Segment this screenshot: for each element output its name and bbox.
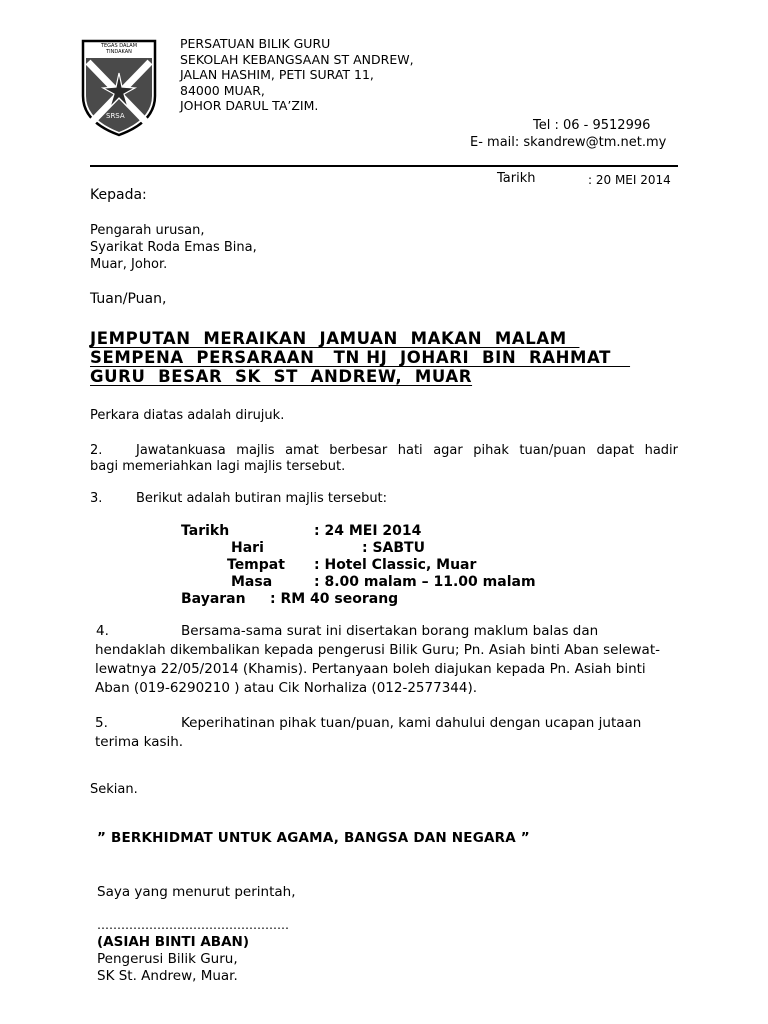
detail-value-tarikh: : 24 MEI 2014 [314,523,422,539]
paragraph-1: Perkara diatas adalah dirujuk. [90,408,285,423]
organization-address [180,36,414,114]
title-line: GURU BESAR SK ST ANDREW, MUAR [90,367,473,386]
paragraph-5-line: terima kasih. [95,734,184,750]
title-line: SEMPENA PERSARAAN TN HJ JOHARI BIN RAHMAT [90,348,631,367]
detail-label-masa: Masa [231,574,273,590]
kepada-label: Kepada: [90,187,147,203]
signer-title: Pengerusi Bilik Guru, [97,951,238,967]
recipient-line: Muar, Johor. [90,257,168,272]
paragraph-5-line: Keperihatinan pihak tuan/puan, kami dahului dengan ucapan jutaan [181,715,642,731]
salutation: Tuan/Puan, [90,291,167,307]
detail-label-tempat: Tempat [227,557,285,573]
paragraph-4-line: Bersama-sama surat ini disertakan borang maklum balas dan [181,623,599,639]
paragraph-4-number: 4. [96,623,109,639]
org-line: SEKOLAH KEBANGSAAN ST ANDREW, [180,51,414,67]
date-label: Tarikh [497,171,536,186]
closing-motto: ” BERKHIDMAT UNTUK AGAMA, BANGSA DAN NEGARA ” [97,830,530,846]
title-line: JEMPUTAN MERAIKAN JAMUAN MAKAN MALAM [90,329,580,348]
paragraph-4-line: lewatnya 22/05/2014 (Khamis). Pertanyaan boleh diajukan kepada Pn. Asiah binti [95,661,646,677]
org-line: PERSATUAN BILIK GURU [180,36,331,51]
paragraph-2-line: bagi memeriahkan lagi majlis tersebut. [90,459,346,474]
detail-value-bayaran: : RM 40 seorang [270,591,399,607]
paragraph-2-number: 2. [90,443,103,458]
sekian: Sekian. [90,782,138,797]
detail-value-masa: : 8.00 malam – 11.00 malam [314,574,536,590]
paragraph-3-number: 3. [90,491,103,506]
signer-name: (ASIAH BINTI ABAN) [97,934,250,950]
telephone: Tel : 06 - 9512996 [533,118,651,133]
recipient-line: Syarikat Roda Emas Bina, [90,240,257,255]
detail-value-tempat: : Hotel Classic, Muar [314,557,477,573]
detail-label-hari: Hari [231,540,264,556]
school-crest-icon [80,38,158,138]
org-line: JALAN HASHIM, PETI SURAT 11, [180,67,374,82]
detail-label-tarikh: Tarikh [181,523,230,539]
crest-motto: TEGAS DALAM TINDAKAN [100,43,138,55]
paragraph-5-number: 5. [95,715,108,731]
letter-title [90,329,630,386]
signer-school: SK St. Andrew, Muar. [97,968,238,984]
org-line: JOHOR DARUL TA’ZIM. [180,98,319,113]
header-divider [90,165,678,167]
email: E- mail: skandrew@tm.net.my [470,135,667,150]
detail-value-hari: : SABTU [362,540,425,556]
paragraph-4-line: Aban (019-6290210 ) atau Cik Norhaliza (012-2577344). [95,680,478,696]
paragraph-2-line: Jawatankuasa majlis amat berbesar hati agar pihak tuan/puan dapat hadir [136,443,678,458]
paragraph-4-line: hendaklah dikembalikan kepada pengerusi Bilik Guru; Pn. Asiah binti Aban selewat- [95,642,660,658]
crest-initials: SRSA [106,112,125,120]
date-value: : 20 MEI 2014 [588,173,671,187]
recipient-line: Pengarah urusan, [90,223,205,238]
org-line: 84000 MUAR, [180,82,265,98]
detail-label-bayaran: Bayaran [181,591,246,607]
perintah-line: Saya yang menurut perintah, [97,884,296,900]
signature-line: ………………………………………… [97,918,289,932]
paragraph-3-text: Berikut adalah butiran majlis tersebut: [136,491,388,506]
